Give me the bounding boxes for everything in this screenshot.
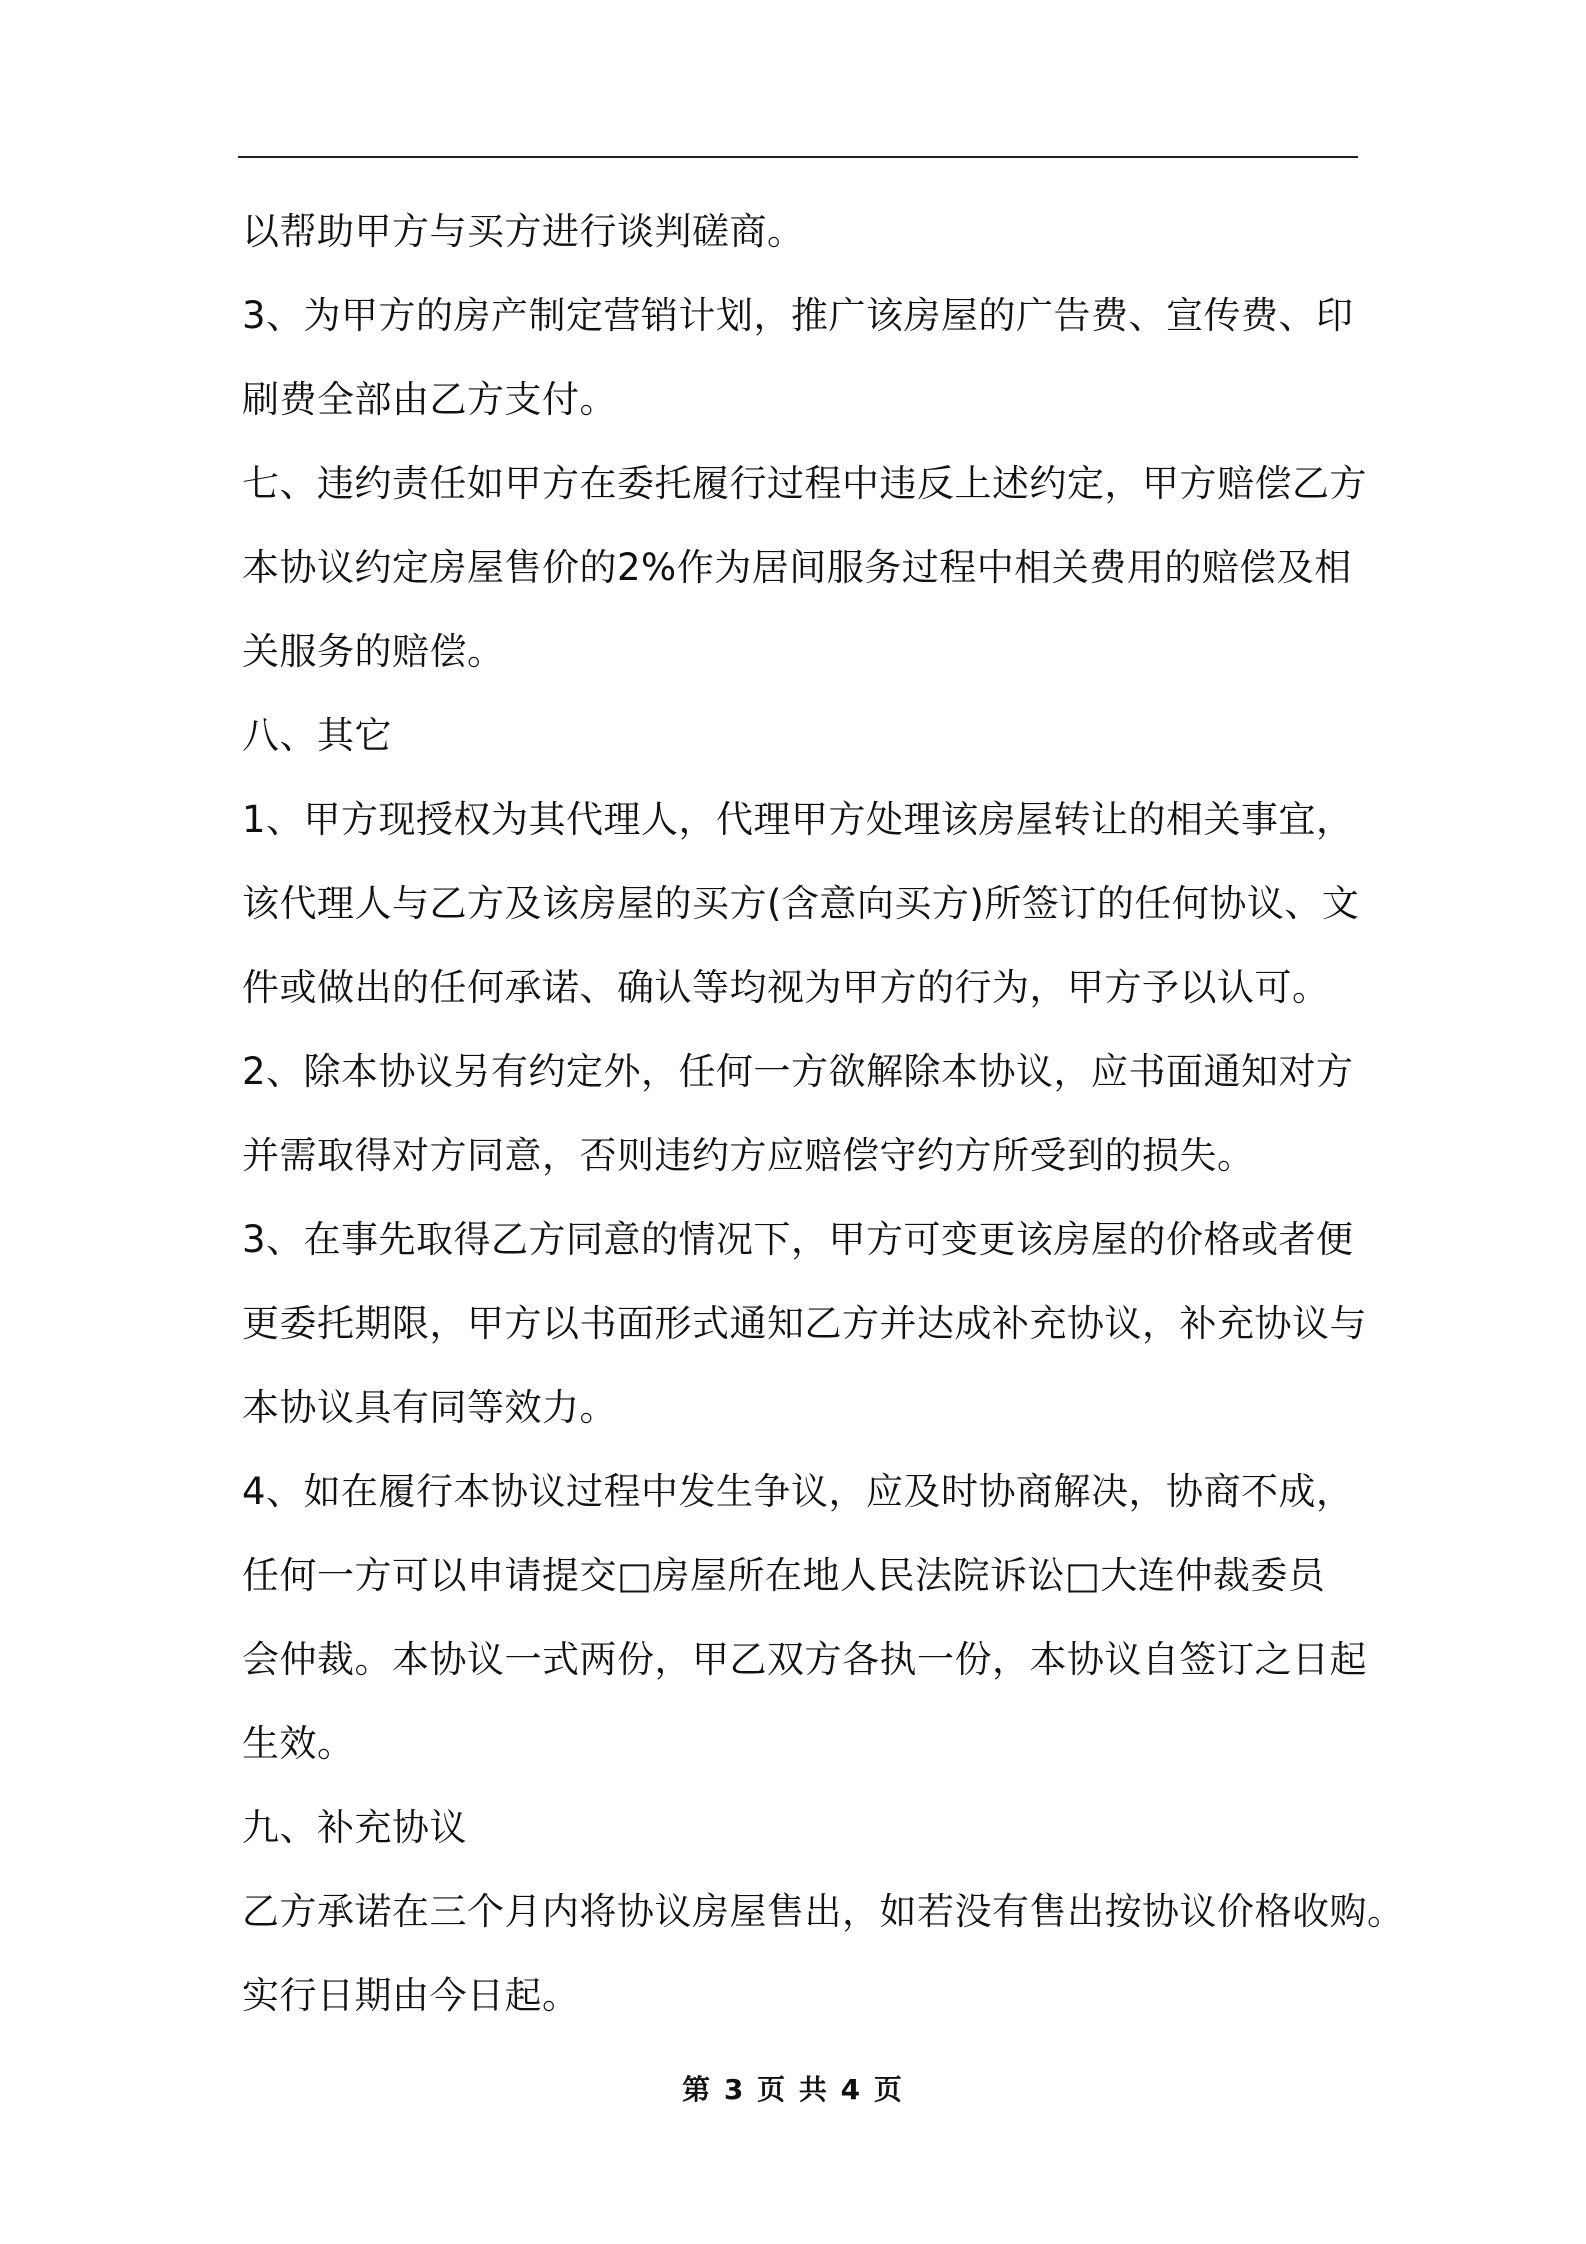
text-line: 以帮助甲方与买方进行谈判磋商。 <box>242 210 805 253</box>
section-heading: 八、其它 <box>242 714 392 757</box>
section-heading: 九、补充协议 <box>242 1806 467 1849</box>
text-line: 更委托期限，甲方以书面形式通知乙方并达成补充协议，补充协议与 <box>242 1302 1367 1345</box>
text-line: 2、除本协议另有约定外，任何一方欲解除本协议，应书面通知对方 <box>242 1050 1354 1093</box>
text-line: 会仲裁。本协议一式两份，甲乙双方各执一份，本协议自签订之日起 <box>242 1638 1367 1681</box>
text-line: 3、为甲方的房产制定营销计划，推广该房屋的广告费、宣传费、印 <box>242 294 1354 337</box>
text-line: 3、在事先取得乙方同意的情况下，甲方可变更该房屋的价格或者便 <box>242 1218 1354 1261</box>
text-line: 刷费全部由乙方支付。 <box>242 378 617 421</box>
document-body <box>242 190 1405 2038</box>
text-line: 本协议具有同等效力。 <box>242 1386 617 1429</box>
page-number: 第 3 页 共 4 页 <box>682 2073 904 2106</box>
header-rule <box>238 156 1358 158</box>
text-line: 生效。 <box>242 1722 355 1765</box>
text-line: 并需取得对方同意，否则违约方应赔偿守约方所受到的损失。 <box>242 1134 1255 1177</box>
text-line: 关服务的赔偿。 <box>242 630 505 673</box>
text-line: 七、违约责任如甲方在委托履行过程中违反上述约定，甲方赔偿乙方 <box>242 462 1367 505</box>
text-line: 本协议约定房屋售价的2%作为居间服务过程中相关费用的赔偿及相 <box>242 546 1352 589</box>
text-line: 4、如在履行本协议过程中发生争议，应及时协商解决，协商不成， <box>242 1470 1354 1513</box>
text-line: 任何一方可以申请提交□房屋所在地人民法院诉讼□大连仲裁委员 <box>242 1554 1326 1597</box>
text-line: 乙方承诺在三个月内将协议房屋售出，如若没有售出按协议价格收购。 <box>242 1890 1405 1933</box>
page-footer <box>0 2068 1586 2108</box>
text-line: 实行日期由今日起。 <box>242 1974 580 2017</box>
text-line: 该代理人与乙方及该房屋的买方(含意向买方)所签订的任何协议、文 <box>242 882 1360 925</box>
text-line: 件或做出的任何承诺、确认等均视为甲方的行为，甲方予以认可。 <box>242 966 1330 1009</box>
text-line: 1、甲方现授权为其代理人，代理甲方处理该房屋转让的相关事宜， <box>242 798 1354 841</box>
